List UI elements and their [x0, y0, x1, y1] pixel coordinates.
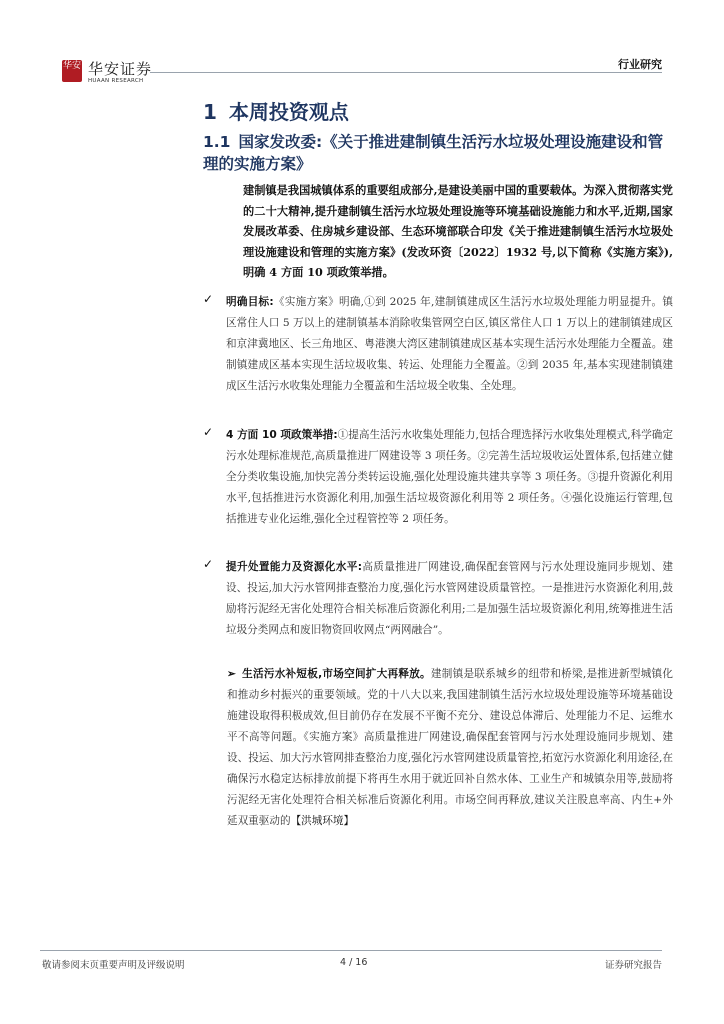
bullet-body — [226, 425, 673, 530]
conclusion-lead: 生活污水补短板,市场空间扩大再释放。 — [241, 668, 431, 680]
arrow-icon: ➢ — [227, 668, 236, 680]
heading-level-1 — [203, 96, 349, 125]
conclusion-paragraph — [227, 664, 673, 832]
heading-2-number: 1.1 — [203, 133, 231, 151]
heading-level-2 — [203, 131, 673, 175]
header-divider — [150, 72, 662, 73]
check-icon: ✓ — [203, 557, 214, 571]
bullet-text: ①提高生活污水收集处理能力,包括合理选择污水收集处理模式,科学确定污水处理标准规范,高质量推进厂网建设等 3 项任务。②完善生活垃圾收运处置体系,包括建立健全分类收集设施,加快完善分类转运设施,强化处理设施共建共享等 3 项任务。③提升资源化利用水平,包括推进污水资源化利用,加强生活垃圾资源化利用等 2 项任务。④强化设施运行管理,包括推进专业化运维,强化全过程管控等 2 项任务。 — [226, 429, 673, 525]
conclusion-text: 建制镇是联系城乡的纽带和桥梁,是推进新型城镇化和推动乡村振兴的重要领域。党的十八大以来,我国建制镇生活污水垃圾处理设施等环境基础设施建设取得积极成效,但目前仍存在发展不平衡不充分、建设总体滞后、处理能力不足、运维水平不高等问题。《实施方案》高质量推进厂网建设,确保配套管网与污水处理设施同步规划、建设、投运、加大污水管网排查整治力度,强化污水管网建设质量管控,拓宽污水资源化利用途径,在确保污水稳定达标排放前提下将再生水用于就近回补自然水体、工业生产和城镇杂用等,鼓励将污泥经无害化处理符合相关标准后资源化利用。市场空间再释放,建议关注股息率高、内生+外延双重驱动的 — [227, 668, 673, 827]
bullet-lead: 提升处置能力及资源化水平: — [226, 561, 362, 573]
check-icon: ✓ — [203, 425, 214, 439]
bullet-lead: 明确目标: — [226, 296, 274, 308]
footer-report-type: 证券研究报告 — [604, 960, 662, 971]
page-number: 4 / 16 — [340, 957, 368, 968]
recommended-stock: 【洪城环境】 — [290, 815, 355, 827]
bullet-item-capacity — [203, 557, 673, 641]
intro-paragraph: 建制镇是我国城镇体系的重要组成部分,是建设美丽中国的重要载体。为深入贯彻落实党的二十大精神,提升建制镇生活污水垃圾处理设施等环境基础设施能力和水平,近期,国家发展改革委、住房城乡建设部、生态环境部联合印发《关于推进建制镇生活污水垃圾处理设施建设和管理的实施方案》(发改环资〔2022〕1932 号,以下简称《实施方案》),明确 4 方面 10 项政策举措。 — [243, 183, 673, 279]
bullet-item-targets — [203, 292, 673, 397]
heading-1-number: 1 — [203, 100, 217, 124]
heading-1-title: 本周投资观点 — [228, 100, 349, 124]
footer-divider — [40, 950, 662, 951]
footer-disclaimer: 敬请参阅末页重要声明及评级说明 — [42, 960, 185, 971]
bullet-body — [226, 292, 673, 397]
logo-english: HUAAN RESEARCH — [88, 78, 144, 84]
check-icon: ✓ — [203, 292, 214, 306]
section-label: 行业研究 — [618, 58, 662, 71]
bullet-item-measures — [203, 425, 673, 530]
bullet-text: 《实施方案》明确,①到 2025 年,建制镇建成区生活污水垃圾处理能力明显提升。镇区常住人口 5 万以上的建制镇基本消除收集管网空白区,镇区常住人口 1 万以上的建制镇建成区和京津冀地区、长三角地区、粤港澳大湾区建制镇建成区基本实现生活污水处理能力全覆盖。建制镇建成区基本实现生活垃圾收集、转运、处理能力全覆盖。②到 2035 年,基本实现建制镇建成区生活污水收集处理能力全覆盖和生活垃圾全收集、全处理。 — [226, 296, 673, 392]
bullet-text: 高质量推进厂网建设,确保配套管网与污水处理设施同步规划、建设、投运,加大污水管网排查整治力度,强化污水管网建设质量管控。一是推进污水资源化利用,鼓励将污泥经无害化处理符合相关标准后资源化利用;二是加强生活垃圾资源化利用,统筹推进生活垃圾分类网点和废旧物资回收网点“两网融合”。 — [226, 561, 673, 636]
logo-badge: 华安 — [62, 60, 82, 82]
logo-name: 华安证券 — [88, 60, 153, 78]
bullet-lead: 4 方面 10 项政策举措: — [226, 429, 338, 441]
heading-2-title: 国家发改委:《关于推进建制镇生活污水垃圾处理设施建设和管理的实施方案》 — [203, 133, 664, 173]
bullet-body — [226, 557, 673, 641]
